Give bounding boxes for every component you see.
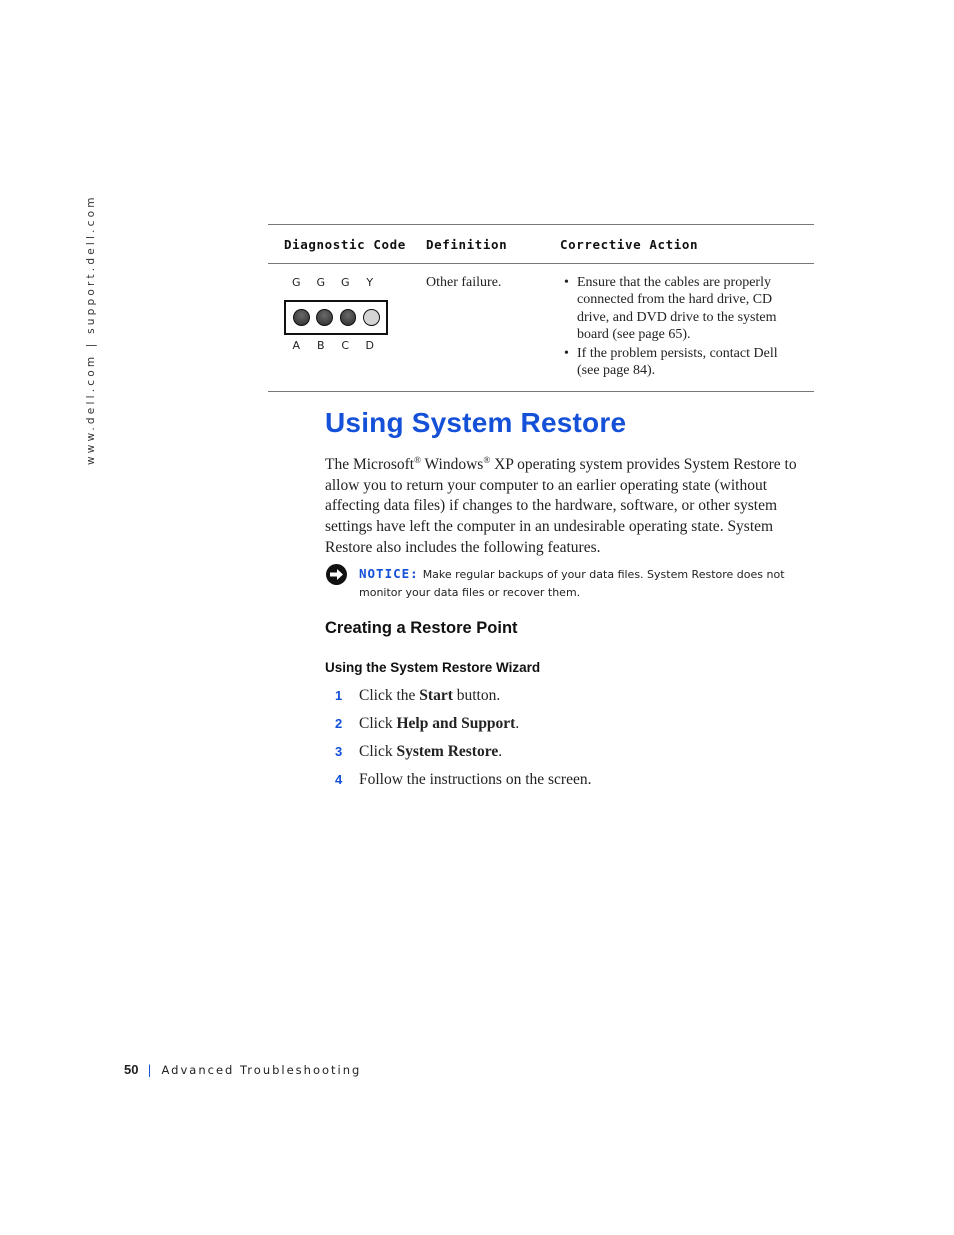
light-letter-label: D [365, 339, 374, 352]
light-color-label: Y [366, 276, 374, 289]
registered-mark: ® [483, 455, 491, 465]
step-number: 3 [335, 744, 343, 759]
light-color-label: G [316, 276, 326, 289]
step-bold: Start [419, 687, 453, 704]
diagnostic-table [268, 224, 814, 392]
light-a [293, 309, 310, 326]
page-number: 50 [124, 1062, 139, 1077]
definition-cell: Other failure. [426, 275, 502, 290]
notice-label: NOTICE: [359, 566, 419, 581]
notice-arrow-icon [325, 563, 348, 586]
intro-text-1: The Microsoft [325, 456, 415, 474]
light-letter-label: B [316, 339, 325, 352]
subsubsection-title: Using the System Restore Wizard [325, 660, 541, 675]
step-pre: Click the [359, 687, 420, 704]
step-number: 4 [335, 772, 343, 787]
section-title: Using System Restore [325, 407, 627, 438]
step-item [325, 715, 805, 743]
light-d [363, 309, 380, 326]
light-color-label: G [291, 276, 301, 289]
step-text [359, 687, 500, 705]
steps-list [325, 687, 805, 799]
table-bottom-rule [268, 391, 814, 392]
step-post: button. [452, 687, 501, 704]
step-pre: Click [359, 743, 397, 760]
bullet-icon: • [564, 275, 569, 290]
header-diagnostic-code: Diagnostic Code [284, 237, 406, 252]
step-item [325, 743, 805, 771]
step-item [325, 771, 805, 799]
side-url-text: www.dell.com | support.dell.com [85, 194, 97, 465]
light-c [340, 309, 357, 326]
step-text [359, 715, 519, 733]
bullet-icon: • [564, 346, 569, 362]
step-number: 2 [335, 716, 343, 731]
registered-mark: ® [414, 455, 421, 465]
step-bold: System Restore [396, 743, 499, 760]
corrective-actions-list [560, 274, 792, 382]
intro-text-3: XP operating system provides System Restore to allow you to return your computer to an earlier operating state (without affecting data files) if changes to the hardware, software, or other system settings have left the computer in an undesirable operating state. System Restore also includes the following features. [325, 456, 797, 556]
light-letter-label: C [341, 339, 350, 352]
light-letters-row [284, 339, 394, 353]
page-footer [124, 1062, 361, 1077]
header-definition: Definition [426, 237, 508, 252]
light-colors-row [284, 276, 394, 290]
step-post: . [498, 743, 503, 760]
intro-paragraph [325, 450, 810, 558]
step-bold: Help and Support [396, 715, 516, 732]
step-pre: Click [359, 715, 397, 732]
table-row [268, 264, 814, 391]
step-number: 1 [335, 688, 343, 703]
table-header [268, 225, 814, 263]
step-text [359, 771, 591, 789]
intro-text-2: Windows [420, 456, 484, 474]
light-panel [284, 300, 388, 335]
subsection-title: Creating a Restore Point [325, 619, 518, 637]
footer-section-name: Advanced Troubleshooting [161, 1063, 362, 1077]
step-post: . [515, 715, 520, 732]
light-b [316, 309, 333, 326]
header-corrective-action: Corrective Action [560, 237, 699, 252]
action-item [560, 345, 792, 380]
step-text [359, 743, 502, 761]
side-url [84, 194, 98, 467]
notice-body: Make regular backups of your data files. System Restore does not monitor your data files or recover them. [359, 568, 785, 599]
footer-separator: | [147, 1063, 152, 1077]
action-text: Ensure that the cables are properly connected from the hard drive, CD drive, and DVD drive to the system board (see page 65). [577, 275, 777, 342]
light-color-label: G [340, 276, 350, 289]
notice-text [359, 565, 811, 601]
action-text: If the problem persists, contact Dell (see page 84). [577, 346, 778, 379]
action-item [560, 274, 792, 343]
diagnostic-lights [284, 276, 394, 353]
step-item [325, 687, 805, 715]
step-pre: Follow the instructions on the screen. [359, 771, 592, 788]
light-letter-label: A [292, 339, 301, 352]
